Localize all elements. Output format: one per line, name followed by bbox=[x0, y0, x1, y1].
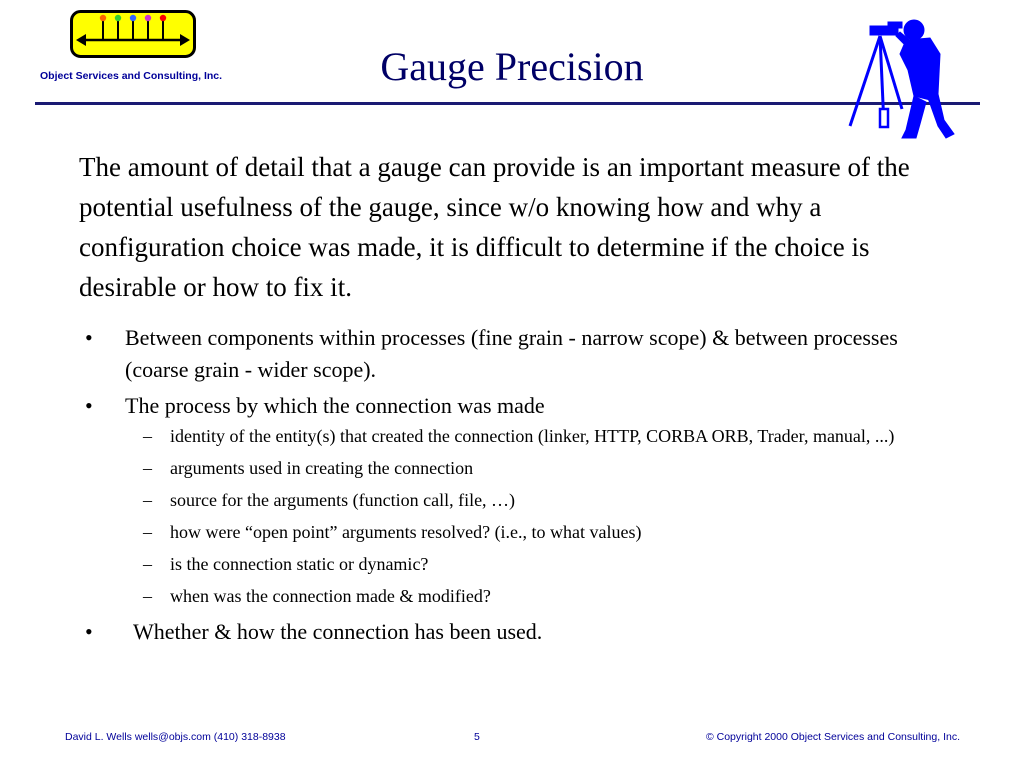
bullet-item bbox=[79, 390, 959, 609]
sub-bullet-item: – when was the connection made & modified? bbox=[125, 584, 959, 609]
sub-bullet-list bbox=[125, 424, 959, 609]
footer-author: David L. Wells wells@objs.com (410) 318-8938 bbox=[65, 731, 286, 743]
bullet-list bbox=[79, 322, 959, 652]
header-divider bbox=[35, 102, 980, 105]
slide-title: Gauge Precision bbox=[380, 44, 644, 89]
sub-bullet-item: – source for the arguments (function call, file, …) bbox=[125, 488, 959, 513]
sub-bullet-item: – arguments used in creating the connection bbox=[125, 456, 959, 481]
bullet-text: Between components within processes (fine grain - narrow scope) & between processes (coarse grain - wider scope). bbox=[125, 325, 898, 382]
bullet-item bbox=[79, 322, 959, 386]
bullet-text: The process by which the connection was made bbox=[125, 393, 545, 418]
sub-bullet-item: – is the connection static or dynamic? bbox=[125, 552, 959, 577]
footer-copyright: © Copyright 2000 Object Services and Consulting, Inc. bbox=[705, 731, 960, 743]
surveyor-icon bbox=[842, 14, 957, 142]
sub-bullet-item: – how were “open point” arguments resolved? (i.e., to what values) bbox=[125, 520, 959, 545]
company-name: Object Services and Consulting, Inc. bbox=[40, 70, 223, 82]
footer-page-number: 5 bbox=[474, 731, 480, 743]
sub-bullet-item: – identity of the entity(s) that created the connection (linker, HTTP, CORBA ORB, Trader, manual, ...) bbox=[125, 424, 959, 449]
bullet-item bbox=[79, 616, 959, 648]
intro-paragraph: The amount of detail that a gauge can provide is an important measure of the potential usefulness of the gauge, since w/o knowing how and why a configuration choice was made, it is difficult to determine if the choice is desirable or how to fix it. bbox=[79, 152, 910, 302]
bullet-text: Whether & how the connection has been used. bbox=[133, 619, 543, 644]
